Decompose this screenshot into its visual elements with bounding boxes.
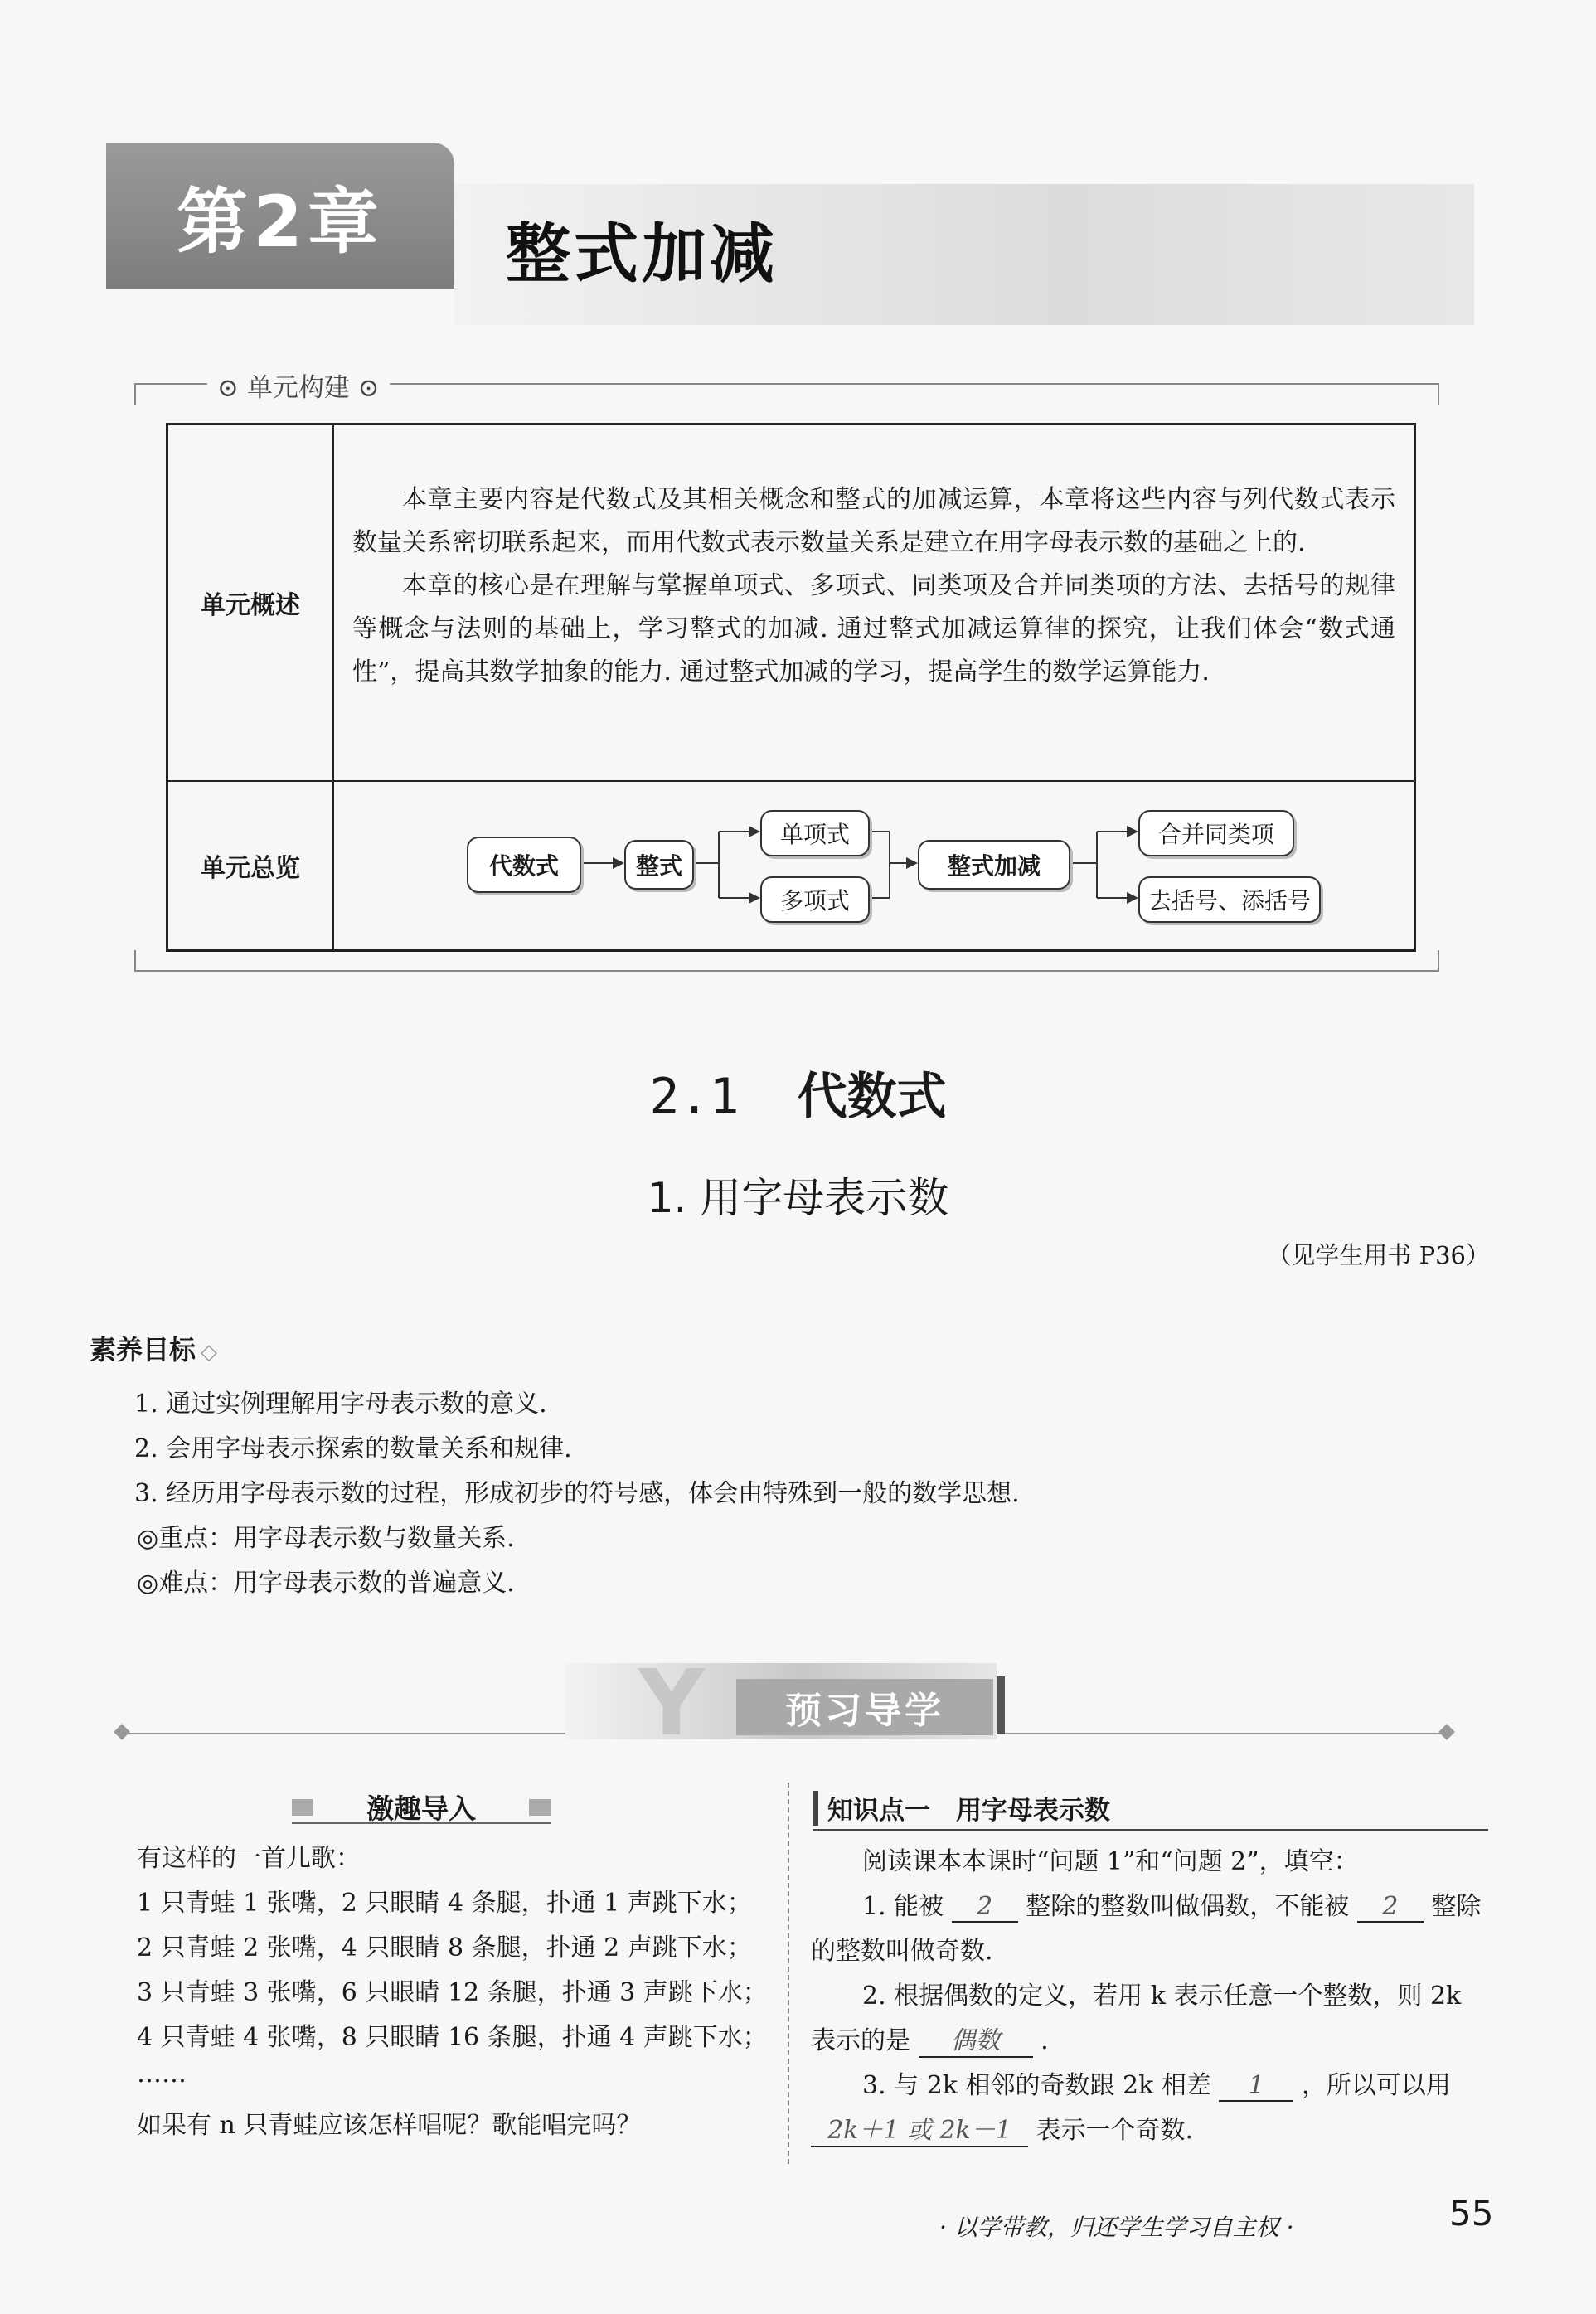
q3-text-a: 3. 与 2k 相邻的奇数跟 2k 相差: [862, 2071, 1211, 2100]
knowledge-intro: 阅读课本本课时“问题 1”和“问题 2”，填空：: [862, 1847, 1359, 1876]
q3-answer-2: 2k＋1 或 2k－1: [811, 2109, 1028, 2147]
arrowhead-4: [906, 857, 918, 869]
question-3: [862, 2064, 1451, 2102]
overview-label: 单元概述: [201, 591, 300, 620]
song-question: 如果有 n 只青蛙应该怎样唱呢？歌能唱完吗？: [137, 2111, 642, 2140]
summary-label: 单元总览: [201, 854, 300, 883]
song-line-intro: 有这样的一首儿歌：: [137, 1844, 361, 1873]
chapter-label: 第2章: [106, 143, 454, 289]
question-3-continued: [811, 2109, 1193, 2147]
unit-build-label: ⊙ 单元构建 ⊙: [207, 366, 390, 404]
overview-paragraph-1: 本章主要内容是代数式及其相关概念和整式的加减运算，本章将这些内容与列代数式表示数量关系密切联系起来，而用代数式表示数量关系是建立在用字母表示数的基础之上的.: [352, 485, 1395, 557]
arrowhead-3: [749, 892, 760, 904]
section-heading: [0, 1057, 1596, 1128]
q3-text-b: ，所以可以用: [1301, 2071, 1451, 2100]
preview-letter: Y: [638, 1650, 705, 1756]
column-divider: [788, 1783, 789, 2164]
footer-motto: · 以学带教，归还学生学习自主权 ·: [939, 2214, 1294, 2241]
flow-node-algebraic-expression: 代数式: [467, 837, 581, 893]
flow-node-monomial: 单项式: [760, 810, 870, 856]
q1-answer-1: 2: [952, 1892, 1018, 1923]
question-1: [862, 1885, 1481, 1923]
diamond-right-icon: [1438, 1724, 1455, 1740]
flow-node-combine-like-terms: 合并同类项: [1138, 810, 1294, 856]
arrowhead-6: [1127, 892, 1138, 904]
song-line-4: 4 只青蛙 4 张嘴，8 只眼睛 16 条腿，扑通 4 声跳下水；: [137, 2023, 768, 2052]
goal-item-2: 2. 会用字母表示探索的数量关系和规律.: [134, 1434, 572, 1463]
song-line-ellipsis: ……: [137, 2059, 187, 2088]
q1-answer-2: 2: [1357, 1892, 1424, 1923]
bracket-bottom-right: [1438, 950, 1439, 970]
bracket-top-left: [134, 383, 136, 405]
arrowhead-2: [749, 826, 760, 837]
flow-connectors: [168, 425, 1414, 949]
q2-text-c: .: [1041, 2026, 1049, 2055]
diamond-arrow-icon: ◇: [201, 1340, 218, 1365]
diamond-left-icon: [114, 1724, 130, 1740]
flow-node-polynomial: 整式: [624, 840, 694, 890]
section-number: 2.1: [649, 1068, 740, 1126]
goal-item-1: 1. 通过实例理解用字母表示数的意义.: [134, 1390, 547, 1419]
q3-text-c: 表示一个奇数.: [1036, 2116, 1194, 2145]
arrowhead-5: [1127, 826, 1138, 837]
page-number: 55: [1449, 2193, 1494, 2234]
preview-title: 预习导学: [736, 1679, 993, 1735]
goals-title: [90, 1329, 217, 1367]
bracket-bottom-left: [134, 950, 136, 970]
flow-node-addition-subtraction: 整式加减: [918, 840, 1070, 890]
goal-difficult-point: ◎难点：用字母表示数的普遍意义.: [137, 1569, 515, 1598]
song-line-2: 2 只青蛙 2 张嘴，4 只眼睛 8 条腿，扑通 2 声跳下水；: [137, 1933, 752, 1962]
question-1-continued: 的整数叫做奇数.: [811, 1937, 993, 1966]
unit-table: [166, 423, 1416, 952]
knowledge-heading-bar: [813, 1791, 818, 1826]
question-2: 2. 根据偶数的定义，若用 k 表示任意一个整数，则 2k: [862, 1982, 1462, 2011]
lesson-title: 1. 用字母表示数: [647, 1174, 949, 1222]
book-reference: （见学生用书 P36）: [1267, 1241, 1490, 1269]
bracket-top-right: [1438, 383, 1439, 405]
overview-paragraph-2: 本章的核心是在理解与掌握单项式、多项式、同类项及合并同类项的方法、去括号的规律等概念与法则的基础上，学习整式的加减. 通过整式加减运算律的探究，让我们体会“数式通性”，提高其数学抽象的能力. 通过整式加减的学习，提高学生的数学运算能力.: [352, 571, 1395, 686]
goal-key-point: ◎重点：用字母表示数与数量关系.: [137, 1524, 515, 1553]
section-title: 代数式: [797, 1068, 947, 1126]
knowledge-heading-underline: [813, 1829, 1488, 1831]
flow-node-brackets: 去括号、添括号: [1138, 876, 1321, 923]
goals-title-text: 素养目标: [90, 1334, 196, 1366]
q2-text-b: 表示的是: [811, 2026, 910, 2055]
arrowhead-1: [613, 857, 624, 869]
q1-text-b: 整除的整数叫做偶数，不能被: [1026, 1892, 1350, 1921]
intro-heading-underline: [292, 1822, 551, 1824]
knowledge-heading: 知识点一 用字母表示数: [827, 1796, 1110, 1826]
song-line-3: 3 只青蛙 3 张嘴，6 只眼睛 12 条腿，扑通 3 声跳下水；: [137, 1978, 768, 2007]
q3-answer-1: 1: [1219, 2071, 1293, 2102]
q1-text-a: 1. 能被: [862, 1892, 944, 1921]
question-2-continued: [811, 2020, 1049, 2058]
song-line-1: 1 只青蛙 1 张嘴，2 只眼睛 4 条腿，扑通 1 声跳下水；: [137, 1889, 752, 1918]
flow-node-multinomial: 多项式: [760, 876, 870, 923]
chapter-title: 整式加减: [506, 217, 779, 292]
bracket-bottom-line: [134, 970, 1439, 972]
intro-heading: 激趣导入: [366, 1793, 476, 1825]
q1-text-c: 整除: [1431, 1892, 1482, 1921]
q2-answer: 偶数: [919, 2020, 1033, 2058]
preview-banner-end: [997, 1676, 1005, 1734]
goal-item-3: 3. 经历用字母表示数的过程，形成初步的符号感，体会由特殊到一般的数学思想.: [134, 1479, 1020, 1508]
